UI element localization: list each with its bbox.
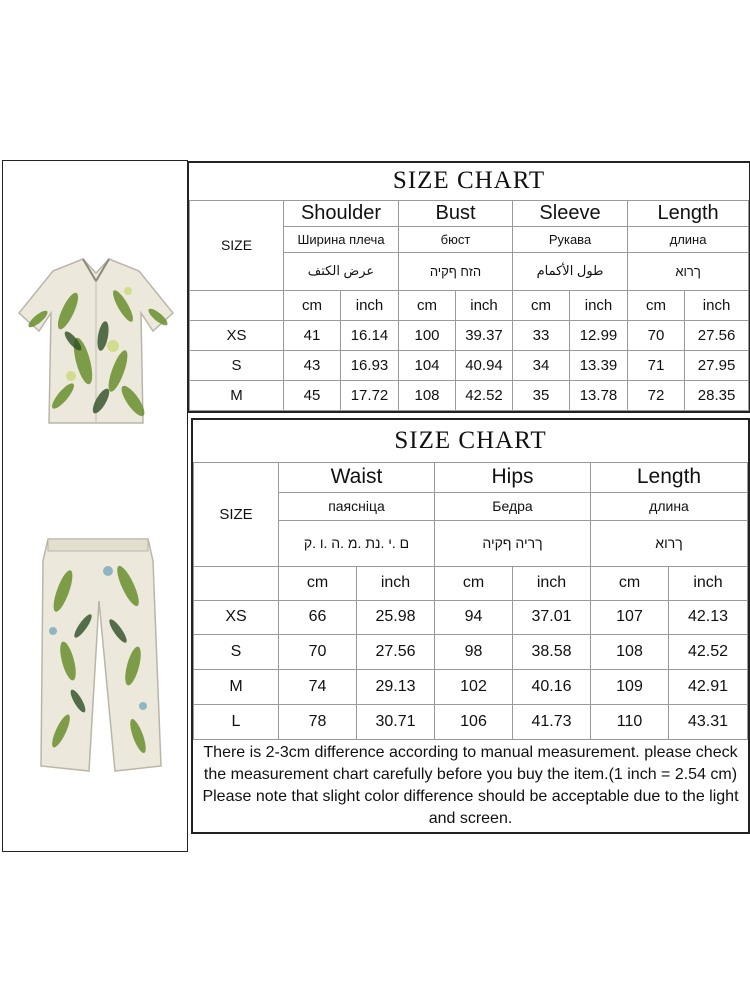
measurement-note: There is 2-3cm difference according to manual measurement. please check the measurement chart carefully before you buy the item.(1 inch = 2.54 cm) Please note that slight color difference should be acceptable due to the light and screen. [202, 743, 739, 827]
unit-label: inch [570, 290, 628, 320]
value-cell: 71 [628, 350, 685, 380]
value-cell: 45 [284, 380, 341, 410]
value-cell: 109 [591, 669, 669, 704]
value-cell: 70 [279, 634, 357, 669]
value-cell: 41 [284, 320, 341, 350]
value-cell: 13.78 [570, 380, 628, 410]
column-header: Waist [279, 462, 435, 492]
column-header-ru: Ширина плеча [284, 226, 399, 252]
size-cell: XS [194, 600, 279, 634]
size-label: SIZE [190, 200, 284, 290]
size-cell: M [194, 669, 279, 704]
value-cell: 41.73 [513, 704, 591, 739]
column-header: Shoulder [284, 200, 399, 226]
value-cell: 17.72 [341, 380, 399, 410]
column-header: Length [591, 462, 748, 492]
value-cell: 107 [591, 600, 669, 634]
column-header-ru: Рукава [513, 226, 628, 252]
unit-label: cm [435, 566, 513, 600]
unit-label: cm [279, 566, 357, 600]
value-cell: 42.52 [456, 380, 513, 410]
value-cell: 27.95 [685, 350, 749, 380]
column-header-alt: ךריה ףקיה [435, 520, 591, 566]
unit-label: cm [628, 290, 685, 320]
column-header-alt: ם .י .נת .מ .ה .ו .ק [279, 520, 435, 566]
value-cell: 106 [435, 704, 513, 739]
value-cell: 42.52 [669, 634, 748, 669]
size-cell: S [194, 634, 279, 669]
column-header-ru: длина [591, 492, 748, 520]
table-row [194, 600, 748, 634]
value-cell: 33 [513, 320, 570, 350]
value-cell: 37.01 [513, 600, 591, 634]
value-cell: 100 [399, 320, 456, 350]
unit-label: cm [399, 290, 456, 320]
value-cell: 78 [279, 704, 357, 739]
table-row [190, 380, 749, 410]
value-cell: 108 [399, 380, 456, 410]
value-cell: 35 [513, 380, 570, 410]
column-header-alt: عرض الكتف [284, 252, 399, 290]
column-header-alt: ךרוא [628, 252, 749, 290]
value-cell: 27.56 [685, 320, 749, 350]
column-header: Bust [399, 200, 513, 226]
value-cell: 29.13 [357, 669, 435, 704]
value-cell: 98 [435, 634, 513, 669]
unit-label: inch [357, 566, 435, 600]
empty-cell [190, 290, 284, 320]
value-cell: 16.14 [341, 320, 399, 350]
unit-label: cm [284, 290, 341, 320]
value-cell: 40.16 [513, 669, 591, 704]
unit-label: inch [669, 566, 748, 600]
value-cell: 25.98 [357, 600, 435, 634]
table-row [190, 350, 749, 380]
column-header-alt: طول الأكمام [513, 252, 628, 290]
product-image-panel [2, 160, 188, 852]
unit-label: cm [591, 566, 669, 600]
value-cell: 42.91 [669, 669, 748, 704]
value-cell: 66 [279, 600, 357, 634]
unit-label: inch [685, 290, 749, 320]
size-label: SIZE [194, 462, 279, 566]
value-cell: 34 [513, 350, 570, 380]
size-cell: S [190, 350, 284, 380]
value-cell: 94 [435, 600, 513, 634]
chart-title: SIZE CHART [392, 167, 546, 195]
shirt-image [13, 251, 179, 441]
empty-cell [194, 566, 279, 600]
table-row [194, 634, 748, 669]
size-cell: M [190, 380, 284, 410]
pants-image [23, 531, 173, 776]
column-header: Hips [435, 462, 591, 492]
size-cell: XS [190, 320, 284, 350]
value-cell: 102 [435, 669, 513, 704]
column-header: Length [628, 200, 749, 226]
column-header: Sleeve [513, 200, 628, 226]
column-header-alt: הזח ףקיה [399, 252, 513, 290]
size-cell: L [194, 704, 279, 739]
column-header-ru: бюст [399, 226, 513, 252]
value-cell: 70 [628, 320, 685, 350]
value-cell: 16.93 [341, 350, 399, 380]
column-header-ru: паясніца [279, 492, 435, 520]
column-header-ru: Бедра [435, 492, 591, 520]
unit-label: inch [456, 290, 513, 320]
value-cell: 39.37 [456, 320, 513, 350]
value-cell: 43 [284, 350, 341, 380]
value-cell: 30.71 [357, 704, 435, 739]
value-cell: 74 [279, 669, 357, 704]
value-cell: 72 [628, 380, 685, 410]
value-cell: 110 [591, 704, 669, 739]
value-cell: 13.39 [570, 350, 628, 380]
value-cell: 108 [591, 634, 669, 669]
value-cell: 104 [399, 350, 456, 380]
value-cell: 27.56 [357, 634, 435, 669]
table-row [194, 669, 748, 704]
pants-size-chart [193, 420, 748, 832]
value-cell: 12.99 [570, 320, 628, 350]
value-cell: 40.94 [456, 350, 513, 380]
table-row [194, 704, 748, 739]
value-cell: 38.58 [513, 634, 591, 669]
shirt-size-chart [189, 163, 749, 411]
value-cell: 42.13 [669, 600, 748, 634]
chart-title: SIZE CHART [394, 426, 547, 454]
table-row [190, 320, 749, 350]
unit-label: inch [341, 290, 399, 320]
column-header-ru: длина [628, 226, 749, 252]
unit-label: inch [513, 566, 591, 600]
column-header-alt: ךרוא [591, 520, 748, 566]
value-cell: 43.31 [669, 704, 748, 739]
value-cell: 28.35 [685, 380, 749, 410]
unit-label: cm [513, 290, 570, 320]
